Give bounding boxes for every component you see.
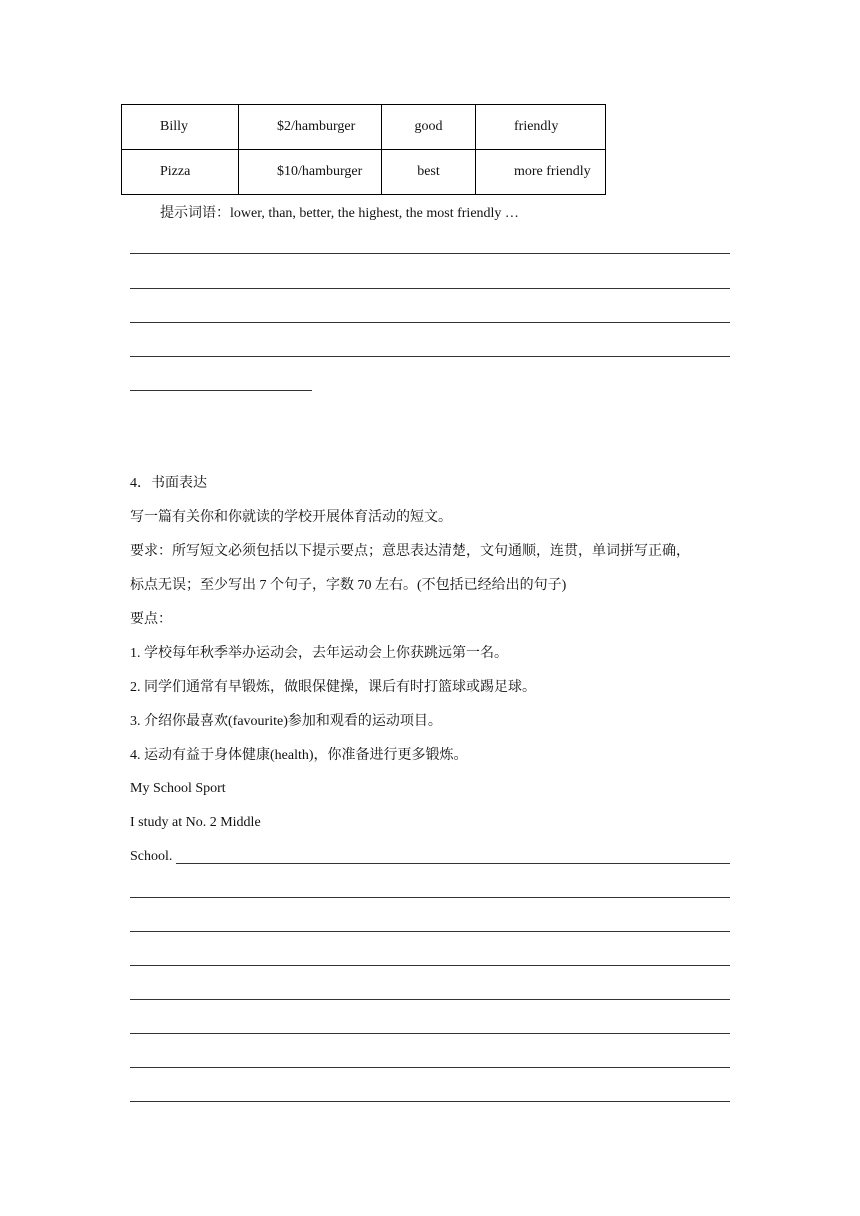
requirements-line-1: 要求：所写短文必须包括以下提示要点；意思表达清楚，文句通顺，连贯，单词拼写正确， [130,544,690,559]
answer-line[interactable] [130,999,730,1000]
table-cell: Billy [122,105,239,150]
hint-words: 提示词语：lower, than, better, the highest, the most friendly … [160,206,519,221]
essay-title: My School Sport [130,781,226,796]
task-description: 写一篇有关你和你就读的学校开展体育活动的短文。 [130,510,452,525]
answer-line[interactable] [130,288,730,289]
answer-line[interactable] [130,965,730,966]
table-row [122,150,606,195]
points-label: 要点： [130,612,172,627]
table-cell: best [382,150,476,195]
requirements-line-2: 标点无误；至少写出 7 个句子，字数 70 左右。(不包括已经给出的句子) [130,578,567,593]
table-cell: more friendly [476,150,606,195]
answer-line[interactable] [130,897,730,898]
point-item: 3. 介绍你最喜欢(favourite)参加和观看的运动项目。 [130,714,442,729]
answer-line[interactable] [130,1101,730,1102]
point-item: 4. 运动有益于身体健康(health)，你准备进行更多锻炼。 [130,748,468,763]
section-heading: 4．书面表达 [130,476,207,491]
answer-line[interactable] [130,253,730,254]
answer-line[interactable] [130,1067,730,1068]
comparison-table [121,104,606,195]
essay-start-text: School. [130,849,173,864]
answer-line[interactable] [130,390,312,391]
table-cell: friendly [476,105,606,150]
table-cell: good [382,105,476,150]
point-item: 2. 同学们通常有早锻炼，做眼保健操，课后有时打篮球或踢足球。 [130,680,536,695]
essay-start-text: I study at No. 2 Middle [130,815,261,830]
answer-line[interactable] [130,1033,730,1034]
table-row [122,105,606,150]
answer-line[interactable] [176,863,730,864]
table-cell: $10/hamburger [239,150,382,195]
table-cell: $2/hamburger [239,105,382,150]
answer-line[interactable] [130,322,730,323]
table-cell: Pizza [122,150,239,195]
answer-line[interactable] [130,931,730,932]
answer-line[interactable] [130,356,730,357]
point-item: 1. 学校每年秋季举办运动会，去年运动会上你获跳远第一名。 [130,646,508,661]
